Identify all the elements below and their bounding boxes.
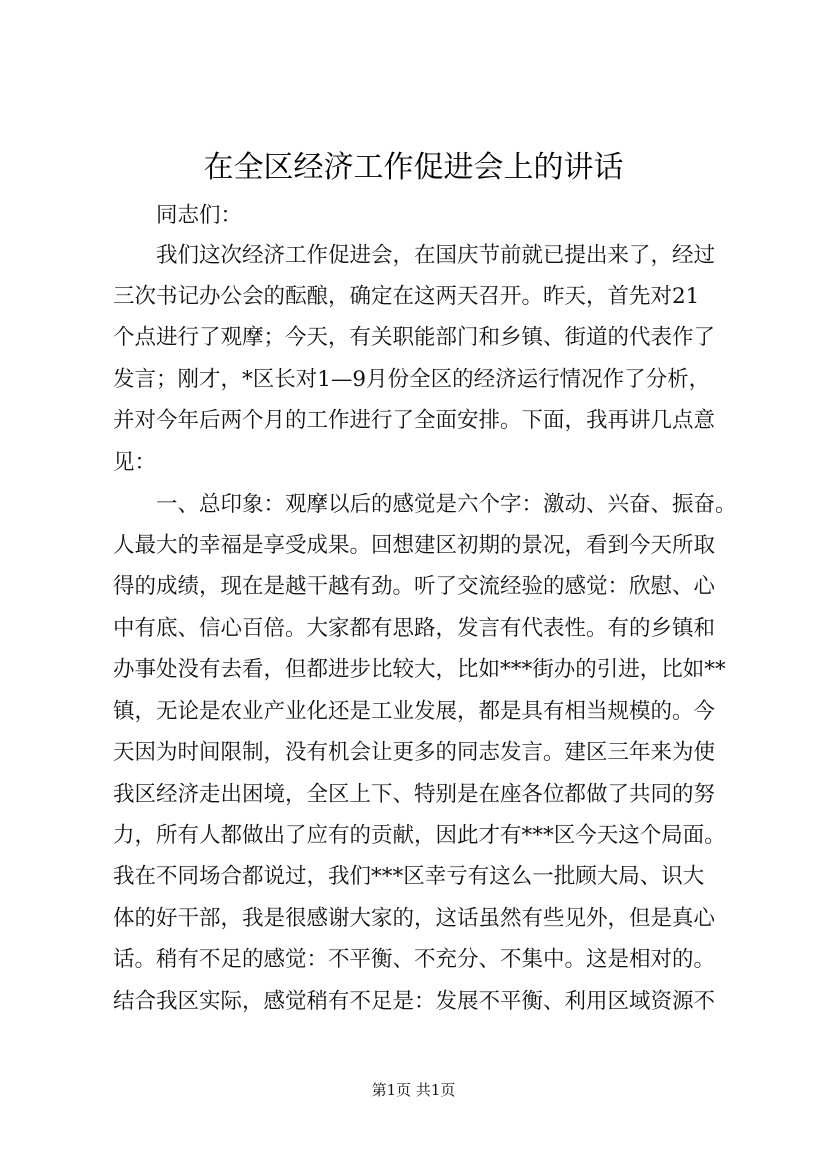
body-line-3: 个点进行了观摩；今天，有关职能部门和乡镇、街道的代表作了 — [113, 325, 716, 350]
body-line-2: 三次书记办公会的酝酿，确定在这两天召开。昨天，首先对21 — [113, 284, 700, 309]
body-line-8: 人最大的幸福是享受成果。回想建区初期的景况，看到今天所取 — [113, 533, 716, 558]
body-line-19: 结合我区实际，感觉稍有不足是：发展不平衡、利用区域资源不 — [113, 989, 716, 1014]
body-line-15: 力，所有人都做出了应有的贡献，因此才有***区今天这个局面。 — [113, 823, 726, 848]
body-line-1: 我们这次经济工作促进会，在国庆节前就已提出来了，经过 — [156, 243, 716, 268]
body-line-18: 话。稍有不足的感觉：不平衡、不充分、不集中。这是相对的。 — [113, 947, 716, 972]
document-title: 在全区经济工作促进会上的讲话 — [203, 150, 624, 185]
body-line-10: 中有底、信心百倍。大家都有思路，发言有代表性。有的乡镇和 — [113, 616, 716, 641]
body-line-6: 见： — [113, 450, 157, 475]
salutation: 同志们： — [156, 203, 243, 228]
body-line-13: 天因为时间限制，没有机会让更多的同志发言。建区三年来为使 — [113, 740, 716, 765]
body-line-4: 发言；刚才，*区长对1—9月份全区的经济运行情况作了分析， — [113, 367, 711, 392]
body-line-7: 一、总印象：观摩以后的感觉是六个字：激动、兴奋、振奋。 — [156, 492, 737, 517]
body-line-5: 并对今年后两个月的工作进行了全面安排。下面，我再讲几点意 — [113, 408, 716, 433]
body-line-17: 体的好干部，我是很感谢大家的，这话虽然有些见外，但是真心 — [113, 906, 716, 931]
body-line-11: 办事处没有去看，但都进步比较大，比如***街办的引进，比如** — [113, 657, 726, 682]
body-line-16: 我在不同场合都说过，我们***区幸亏有这么一批顾大局、识大 — [113, 864, 705, 889]
body-line-12: 镇，无论是农业产业化还是工业发展，都是具有相当规模的。今 — [113, 699, 716, 724]
body-line-14: 我区经济走出困境，全区上下、特别是在座各位都做了共同的努 — [113, 782, 716, 807]
body-line-9: 得的成绩，现在是越干越有劲。听了交流经验的感觉：欣慰、心 — [113, 574, 716, 599]
page-footer: 第1页 共1页 — [371, 1081, 456, 1099]
